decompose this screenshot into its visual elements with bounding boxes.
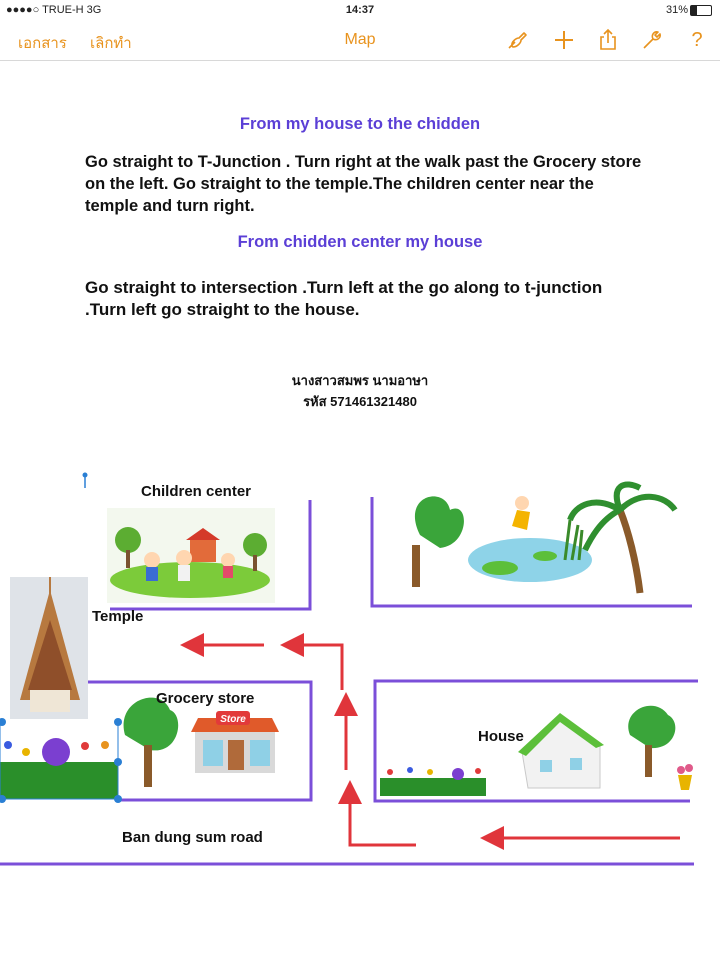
flower-pot-picture — [677, 764, 693, 790]
share-icon[interactable] — [594, 26, 622, 54]
house-picture — [518, 713, 604, 788]
directions-paragraph-2: Go straight to intersection .Turn left at the go along to t-junction .Turn left go straight to the house. — [85, 278, 603, 319]
carrier-signal: ●●●●○ TRUE-H 3G — [6, 4, 102, 16]
store-sign-text: Store — [220, 714, 246, 725]
undo-link[interactable]: เลิกทำ — [90, 35, 132, 52]
clock: 14:37 — [345, 4, 375, 16]
tree-picture-grocery — [124, 698, 179, 787]
battery-percent: 31% — [666, 4, 689, 16]
author-id: รหัส 571461321480 — [303, 394, 417, 409]
navigation-bar — [0, 20, 720, 61]
pond-picture — [412, 484, 675, 593]
plus-icon[interactable] — [550, 26, 578, 54]
label-children-center: Children center — [141, 483, 252, 500]
children-playground-picture — [107, 508, 275, 603]
wrench-icon[interactable] — [638, 26, 666, 54]
battery-icon — [690, 5, 712, 16]
label-road: Ban dung sum road — [122, 829, 263, 846]
route-map — [0, 460, 720, 880]
paintbrush-icon[interactable] — [503, 26, 531, 54]
flower-bed-house — [380, 767, 486, 796]
author-name: นางสาวสมพร นามอาษา — [291, 373, 429, 388]
tree-picture-house — [628, 706, 675, 777]
label-temple: Temple — [92, 608, 144, 625]
location-pin-icon — [83, 473, 88, 489]
documents-link[interactable]: เอกสาร — [18, 35, 67, 52]
temple-picture — [10, 577, 88, 719]
label-grocery-store: Grocery store — [156, 690, 255, 707]
help-icon[interactable]: ? — [691, 29, 703, 51]
document-title: Map — [344, 31, 376, 48]
heading-to-children-center: From my house to the chidden — [239, 115, 481, 133]
grocery-store-picture — [191, 711, 279, 773]
heading-to-house: From chidden center my house — [237, 233, 483, 251]
flower-bed-left — [0, 718, 122, 803]
label-house: House — [478, 728, 524, 745]
directions-paragraph-1: Go straight to T-Junction . Turn right at the walk past the Grocery store on the left. Go straight to the temple.The children center near the temple and turn right. — [85, 153, 642, 215]
